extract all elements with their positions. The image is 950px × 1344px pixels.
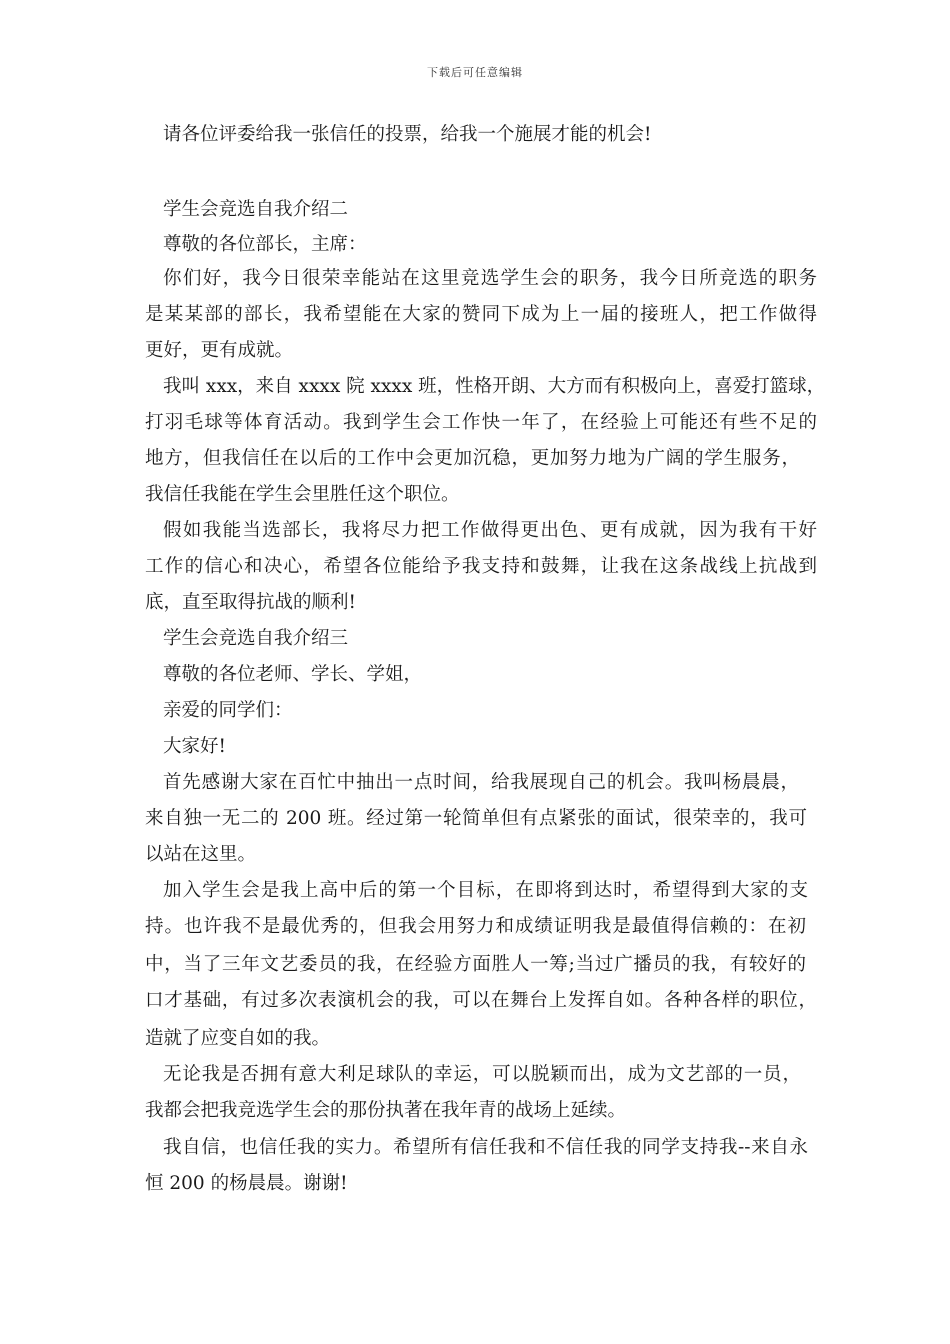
paragraph-line: 以站在这里。 [145, 844, 257, 865]
paragraph-line: 是某某部的部长，我希望能在大家的赞同下成为上一届的接班人，把工作做得 [145, 304, 817, 325]
section-heading: 学生会竞选自我介绍二 [163, 199, 349, 220]
salutation-line: 亲爱的同学们： [163, 700, 293, 721]
paragraph-line: 更好，更有成就。 [145, 340, 294, 361]
paragraph-line: 假如我能当选部长，我将尽力把工作做得更出色、更有成就，因为我有干好 [163, 520, 817, 541]
paragraph-line: 你们好，我今日很荣幸能站在这里竞选学生会的职务，我今日所竞选的职务 [163, 268, 817, 289]
paragraph-line: 我叫 xxx，来自 xxxx 院 xxxx 班，性格开朗、大方而有积极向上，喜爱打篮球， [163, 376, 826, 397]
paragraph-line: 我都会把我竞选学生会的那份执著在我年青的战场上延续。 [145, 1100, 627, 1121]
greeting-line: 大家好! [163, 736, 226, 757]
paragraph-line: 造就了应变自如的我。 [145, 1028, 331, 1049]
section-heading: 学生会竞选自我介绍三 [163, 628, 349, 649]
paragraph-line: 我自信，也信任我的实力。希望所有信任我和不信任我的同学支持我--来自永 [163, 1137, 808, 1158]
paragraph-line: 首先感谢大家在百忙中抽出一点时间，给我展现自己的机会。我叫杨晨晨， [163, 772, 799, 793]
paragraph-line: 来自独一无二的 200 班。经过第一轮简单但有点紧张的面试，很荣幸的，我可 [145, 808, 807, 829]
salutation-line: 尊敬的各位部长，主席： [163, 234, 367, 255]
paragraph-line: 口才基础，有过多次表演机会的我，可以在舞台上发挥自如。各种各样的职位， [145, 990, 817, 1011]
paragraph-line: 加入学生会是我上高中后的第一个目标，在即将到达时，希望得到大家的支 [163, 880, 808, 901]
salutation-line: 尊敬的各位老师、学长、学姐， [163, 664, 423, 685]
paragraph-line: 工作的信心和决心，希望各位能给予我支持和鼓舞，让我在这条战线上抗战到 [145, 556, 817, 577]
paragraph-line: 底，直至取得抗战的顺利! [145, 592, 356, 613]
paragraph-line: 地方，但我信任在以后的工作中会更加沉稳，更加努力地为广阔的学生服务， [145, 448, 800, 469]
paragraph-line: 我信任我能在学生会里胜任这个职位。 [145, 484, 460, 505]
paragraph-line: 中，当了三年文艺委员的我，在经验方面胜人一筹;当过广播员的我，有较好的 [145, 954, 806, 975]
page-header: 下载后可任意编辑 [427, 66, 523, 79]
paragraph-line: 持。也许我不是最优秀的，但我会用努力和成绩证明我是最值得信赖的：在初 [145, 916, 806, 937]
paragraph-line: 恒 200 的杨晨晨。谢谢! [145, 1173, 348, 1194]
paragraph-line: 无论我是否拥有意大利足球队的幸运，可以脱颖而出，成为文艺部的一员， [163, 1064, 801, 1085]
paragraph-line: 打羽毛球等体育活动。我到学生会工作快一年了，在经验上可能还有些不足的 [145, 412, 817, 433]
paragraph-line: 请各位评委给我一张信任的投票，给我一个施展才能的机会! [163, 124, 652, 145]
